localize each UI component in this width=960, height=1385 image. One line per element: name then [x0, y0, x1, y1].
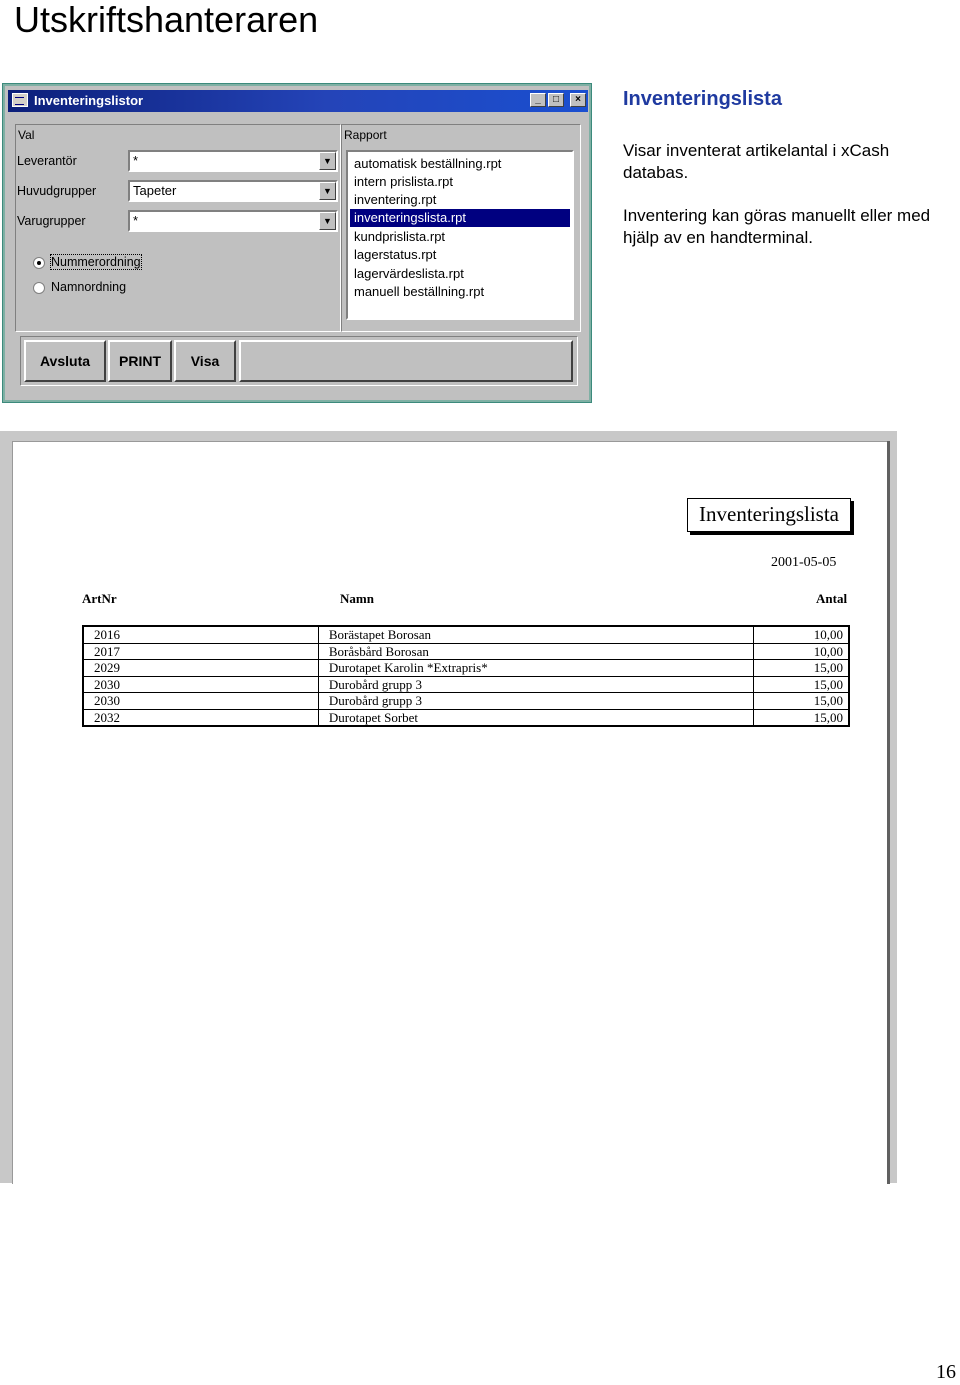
artnr-cell: 2017 [83, 643, 318, 660]
artnr-cell: 2030 [83, 676, 318, 693]
report-table [82, 625, 850, 727]
chevron-down-icon[interactable]: ▼ [319, 152, 336, 170]
list-item[interactable]: lagervärdeslista.rpt [354, 266, 464, 281]
huvudgrupper-label: Huvudgrupper [17, 184, 97, 198]
varugrupper-select[interactable] [128, 210, 338, 232]
report-preview [0, 431, 897, 1183]
artnr-cell: 2029 [83, 660, 318, 677]
print-button[interactable]: PRINT [108, 340, 172, 382]
table-row [83, 660, 849, 677]
list-item[interactable]: intern prislista.rpt [354, 174, 453, 189]
list-item[interactable]: automatisk beställning.rpt [354, 156, 502, 171]
huvudgrupper-select[interactable] [128, 180, 338, 202]
namn-cell: Borästapet Borosan [318, 626, 753, 643]
page-title: Utskriftshanteraren [14, 0, 319, 40]
maximize-icon[interactable]: □ [548, 93, 564, 107]
app-icon [12, 93, 28, 107]
list-item-selected[interactable]: inventeringslista.rpt [350, 209, 570, 227]
page-number: 16 [936, 1361, 956, 1383]
description-heading: Inventeringslista [623, 88, 782, 110]
report-title: Inventeringslista [687, 498, 851, 532]
antal-cell: 10,00 [753, 643, 849, 660]
table-row [83, 693, 849, 710]
namn-cell: Durotapet Sorbet [318, 709, 753, 726]
report-sheet [12, 441, 887, 1184]
artnr-cell: 2030 [83, 693, 318, 710]
val-label: Val [18, 128, 35, 142]
antal-cell: 15,00 [753, 693, 849, 710]
antal-cell: 15,00 [753, 660, 849, 677]
namnordning-label[interactable]: Namnordning [51, 280, 127, 294]
table-row [83, 676, 849, 693]
antal-cell: 15,00 [753, 709, 849, 726]
header-namn: Namn [340, 591, 374, 606]
huvudgrupper-value: Tapeter [133, 183, 177, 198]
list-item[interactable]: kundprislista.rpt [354, 229, 446, 244]
leverantor-select[interactable] [128, 150, 338, 172]
visa-button[interactable]: Visa [174, 340, 236, 382]
header-artnr: ArtNr [82, 591, 117, 606]
antal-cell: 10,00 [753, 626, 849, 643]
nummerordning-radio[interactable] [33, 257, 45, 269]
rapport-label: Rapport [344, 128, 387, 142]
namn-cell: Durobård grupp 3 [318, 676, 753, 693]
report-date: 2001-05-05 [771, 555, 837, 570]
header-antal: Antal [816, 591, 848, 606]
report-listbox[interactable] [346, 150, 574, 320]
nummerordning-label[interactable]: Nummerordning [51, 255, 141, 269]
leverantor-label: Leverantör [17, 154, 77, 168]
chevron-down-icon[interactable]: ▼ [319, 212, 336, 230]
table-row [83, 709, 849, 726]
leverantor-value: * [133, 153, 139, 168]
artnr-cell: 2032 [83, 709, 318, 726]
namnordning-radio[interactable] [33, 282, 45, 294]
list-item[interactable]: manuell beställning.rpt [354, 284, 485, 299]
antal-cell: 15,00 [753, 676, 849, 693]
namn-cell: Durobård grupp 3 [318, 693, 753, 710]
chevron-down-icon[interactable]: ▼ [319, 182, 336, 200]
list-item[interactable]: inventering.rpt [354, 192, 437, 207]
table-row [83, 643, 849, 660]
inventeringslistor-window [2, 83, 592, 403]
table-row [83, 626, 849, 643]
description-paragraph-2: Inventering kan göras manuellt eller med hjälp av en handterminal. [623, 206, 931, 247]
minimize-icon[interactable]: _ [530, 93, 546, 107]
button-bar [20, 336, 578, 386]
namn-cell: Durotapet Karolin *Extrapris* [318, 660, 753, 677]
button-bar-filler [239, 340, 573, 382]
namn-cell: Boråsbård Borosan [318, 643, 753, 660]
window-title: Inventeringslistor [34, 93, 144, 108]
description-paragraph-1: Visar inventerat artikelantal i xCash databas. [623, 141, 890, 182]
varugrupper-value: * [133, 213, 139, 228]
close-icon[interactable]: × [570, 93, 586, 107]
varugrupper-label: Varugrupper [17, 214, 86, 228]
artnr-cell: 2016 [83, 626, 318, 643]
window-titlebar[interactable] [8, 90, 588, 112]
list-item[interactable]: lagerstatus.rpt [354, 247, 437, 262]
avsluta-button[interactable]: Avsluta [24, 340, 106, 382]
